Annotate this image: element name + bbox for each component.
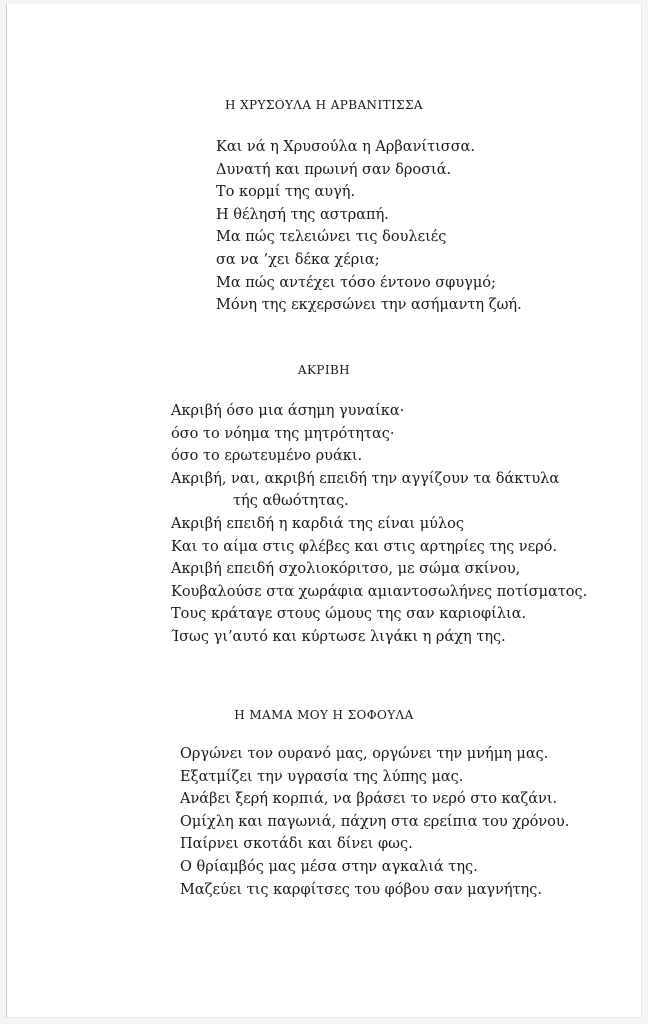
- poem-title-akrivi: ΑΚΡΙΒΗ: [297, 363, 351, 377]
- poem-line: Ο θρίαμβός μας μέσα στην αγκαλιά της.: [180, 858, 478, 875]
- poem-line: Εξατμίζει την υγρασία της λύπης μας.: [180, 768, 464, 785]
- poem-line: Μόνη της εκχερσώνει την ασήμαντη ζωή.: [216, 297, 522, 314]
- poem-line: Παίρνει σκοτάδι και δίνει φως.: [180, 836, 413, 853]
- poem-line: όσο το ερωτευμένο ρυάκι.: [171, 448, 363, 465]
- poem-line: Και νά η Χρυσούλα η Αρβανίτισσα.: [216, 139, 475, 155]
- poem-line: Τους κράταγε στους ώμους της σαν καριοφίλια.: [171, 606, 527, 623]
- poem-title-chrysoula: Η ΧΡΥΣΟΥΛΑ Η ΑΡΒΑΝΙΤΙΣΣΑ: [225, 98, 423, 112]
- poem-line: όσο το νόημα της μητρότητας·: [171, 425, 395, 442]
- poem-line: Κουβαλούσε στα χωράφια αμιαντοσωλήνες ποτίσματος.: [171, 583, 588, 600]
- poem-line: Ακριβή, ναι, ακριβή επειδή την αγγίζουν τα δάκτυλα: [171, 470, 560, 487]
- poem-line: Μαζεύει τις καρφίτσες του φόβου σαν μαγνήτης.: [180, 881, 542, 898]
- poem-line: Ανάβει ξερή κορπιά, να βράσει το νερό στο καζάνι.: [180, 791, 558, 808]
- poem-body-chrysoula: [216, 136, 522, 317]
- poem-line: Ακριβή επειδή η καρδιά της είναι μύλος: [171, 515, 464, 532]
- poem-line: σα να ’χει δέκα χέρια;: [216, 251, 380, 268]
- poem-line: Ακριβή επειδή σχολιοκόριτσο, με σώμα σκίνου,: [171, 561, 521, 578]
- poem-line-indented: τής αθωότητας.: [233, 493, 349, 510]
- poem-line: Και το αίμα στις φλέβες και στις αρτηρίες της νερό.: [171, 538, 557, 555]
- poem-line: Η θέλησή της αστραπή.: [216, 206, 389, 223]
- poem-body-sofoula: [180, 743, 569, 901]
- poem-line: Οργώνει τον ουρανό μας, οργώνει την μνήμη μας.: [180, 746, 549, 762]
- poem-line: Ακριβή όσο μια άσημη γυναίκα·: [171, 403, 405, 419]
- poem-line: Μα πώς τελειώνει τις δουλειές: [216, 229, 447, 246]
- poem-line: Ομίχλη και παγωνιά, πάχνη στα ερείπια του χρόνου.: [180, 813, 570, 830]
- book-page: [6, 4, 642, 1018]
- poem-line: Δυνατή και πρωινή σαν δροσιά.: [216, 161, 452, 178]
- poem-line: Το κορμί της αυγή.: [216, 184, 356, 201]
- poem-line: Μα πώς αντέχει τόσο έντονο σφυγμό;: [216, 274, 496, 291]
- poem-title-sofoula: Η ΜΑΜΑ ΜΟΥ Η ΣΟΦΟΥΛΑ: [234, 708, 414, 722]
- poem-line: Ίσως γι’αυτό και κύρτωσε λιγάκι η ράχη της.: [171, 628, 506, 645]
- poem-body-akrivi: [171, 400, 587, 649]
